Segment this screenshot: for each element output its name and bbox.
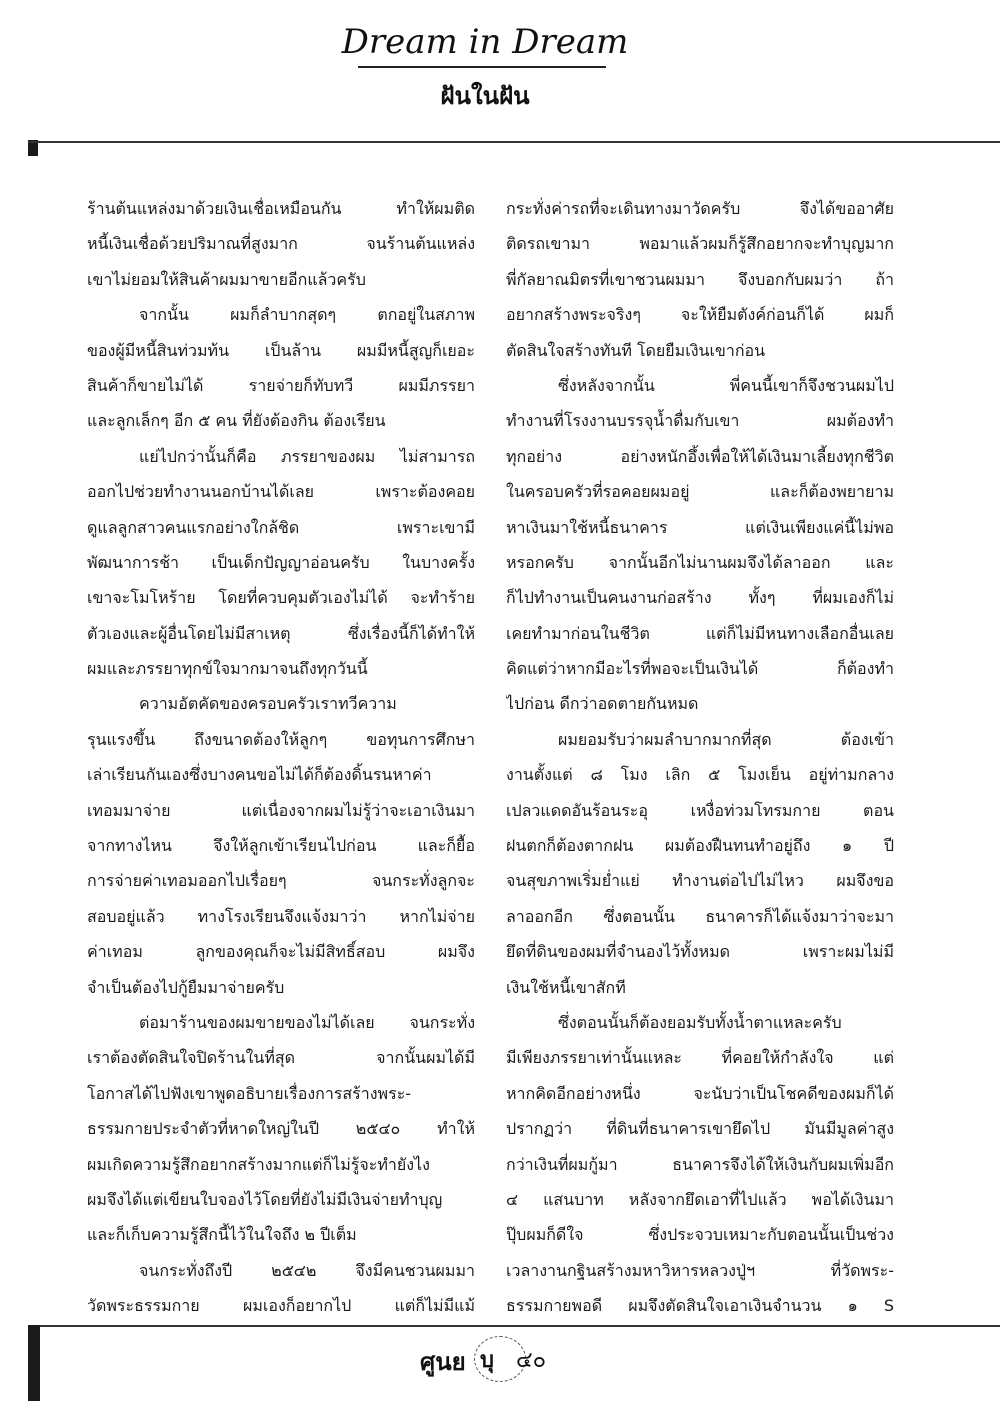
text-line: ติดรถเขามา พอมาแล้วผมก็รู้สึกอยากจะทำบุญมาก (506, 234, 894, 254)
text-line: ปุ๊บผมก็ดีใจ ซึ่งประจวบเหมาะกับตอนนั้นเป็นช่วง (506, 1225, 894, 1245)
text-line: และลูกเล็กๆ อีก ๕ คน ที่ยังต้องกิน ต้องเรียน (87, 411, 386, 431)
text-line: พี่กัลยาณมิตรที่เขาชวนผมมา จึงบอกกับผมว่า ถ้า (506, 269, 894, 289)
text-line: หนี้เงินเชื่อด้วยปริมาณที่สูงมาก จนร้านต้นแหล่ง (87, 234, 475, 254)
text-line: ค่าเทอม ลูกของคุณก็จะไม่มีสิทธิ์สอบ ผมจึง (87, 942, 475, 962)
text-line: ยึดที่ดินของผมที่จำนองไว้ทั้งหมด เพราะผมไม่มี (506, 942, 894, 962)
text-line: กว่าเงินที่ผมกู้มา ธนาคารจึงได้ให้เงินกับผมเพิ่มอีก (506, 1154, 894, 1174)
text-line: ปรากฏว่า ที่ดินที่ธนาคารเขายึดไป มันมีมูลค่าสูง (506, 1119, 894, 1139)
footer-logo-left: ศูนย (420, 1347, 466, 1376)
text-line: จนกระทั่งถึงปี ๒๕๔๒ จึงมีคนชวนผมมา (139, 1260, 475, 1280)
text-line: ทุกอย่าง อย่างหนักอึ้งเพื่อให้ได้เงินมาเลี้ยงทุกชีวิต (506, 446, 894, 466)
text-line: งานตั้งแต่ ๘ โมง เลิก ๕ โมงเย็น อยู่ท่ามกลาง (506, 765, 894, 785)
text-line: สอบอยู่แล้ว ทางโรงเรียนจึงแจ้งมาว่า หากไม่จ่าย (87, 906, 475, 926)
text-line: ฝนตกก็ต้องตากฝน ผมต้องฝืนทนทำอยู่ถึง ๑ ปี (506, 836, 894, 856)
text-line: จากนั้น ผมก็ลำบากสุดๆ ตกอยู่ในสภาพ (139, 305, 475, 325)
text-line: ต่อมาร้านของผมขายของไม่ได้เลย จนกระทั่ง (139, 1012, 475, 1032)
top-frame-rule (28, 141, 1000, 143)
text-line: และก็เก็บความรู้สึกนี้ไว้ในใจถึง ๒ ปีเต็ม (87, 1225, 357, 1245)
text-line: ธรรมกายพอดี ผมจึงตัดสินใจเอาเงินจำนวน ๑ S (506, 1296, 894, 1316)
text-line: วัดพระธรรมกาย ผมเองก็อยากไป แต่ก็ไม่มีแม้ (87, 1296, 475, 1316)
text-line: มีเพียงภรรยาเท่านั้นแหละ ที่คอยให้กำลังใจ แต่ (506, 1048, 894, 1068)
text-line: ๔ แสนบาท หลังจากยึดเอาที่ไปแล้ว พอได้เงินมา (506, 1189, 894, 1209)
text-line: จำเป็นต้องไปกู้ยืมมาจ่ายครับ (87, 977, 285, 997)
text-line: ทำงานที่โรงงานบรรจุน้ำดื่มกับเขา ผมต้องทำ (506, 411, 894, 431)
text-line: หรอกครับ จากนั้นอีกไม่นานผมจึงได้ลาออก และ (506, 552, 894, 572)
text-line: ผมเกิดความรู้สึกอยากสร้างมากแต่ก็ไม่รู้จะทำยังไง (87, 1154, 430, 1174)
text-line: ผมจึงได้แต่เขียนใบจองไว้โดยที่ยังไม่มีเงินจ่ายทำบุญ (87, 1189, 443, 1209)
bottom-frame-bar (28, 1325, 40, 1401)
page-footer (420, 1330, 580, 1390)
text-line: โอกาสได้ไปฟังเขาพูดอธิบายเรื่องการสร้างพระ- (87, 1083, 412, 1103)
text-line: เคยทำมาก่อนในชีวิต แต่ก็ไม่มีหนทางเลือกอื่นเลย (506, 623, 894, 643)
text-line: ลาออกอีก ซึ่งตอนนั้น ธนาคารก็ได้แจ้งมาว่าจะมา (506, 906, 894, 926)
left-text-column (87, 195, 475, 1328)
page-title-thai: ฝันในฝัน (440, 82, 530, 110)
text-line: เทอมมาจ่าย แต่เนื่องจากผมไม่รู้ว่าจะเอาเงินมา (87, 800, 475, 820)
text-line: ผมและภรรยาทุกข์ใจมากมาจนถึงทุกวันนี้ (87, 659, 368, 679)
text-line: ดูแลลูกสาวคนแรกอย่างใกล้ชิด เพราะเขามี (87, 517, 475, 537)
text-line: จนสุขภาพเริ่มย่ำแย่ ทำงานต่อไปไม่ไหว ผมจึงขอ (506, 871, 894, 891)
text-line: ความอัตคัดของครอบครัวเราทวีความ (139, 694, 397, 714)
text-line: เขาไม่ยอมให้สินค้าผมมาขายอีกแล้วครับ (87, 269, 366, 289)
text-line: ออกไปช่วยทำงานนอกบ้านได้เลย เพราะต้องคอย (87, 482, 475, 502)
text-line: การจ่ายค่าเทอมออกไปเรื่อยๆ จนกระทั่งลูกจะ (87, 871, 475, 891)
text-line: เล่าเรียนกันเองซึ่งบางคนขอไม่ได้ก็ต้องดิ้นรนหาค่า (87, 765, 432, 785)
text-line: แย่ไปกว่านั้นก็คือ ภรรยาของผม ไม่สามารถ (139, 446, 475, 466)
text-line: ซึ่งตอนนั้นก็ต้องยอมรับทั้งน้ำตาแหละครับ (558, 1012, 842, 1032)
text-line: ตัดสินใจสร้างทันที โดยยืมเงินเขาก่อน (506, 340, 766, 360)
bottom-frame-rule (28, 1325, 1000, 1327)
text-line: ผมยอมรับว่าผมลำบากมากที่สุด ต้องเข้า (558, 729, 894, 749)
text-line: เราต้องตัดสินใจปิดร้านในที่สุด จากนั้นผมได้มี (87, 1048, 475, 1068)
text-line: รุนแรงขึ้น ถึงขนาดต้องให้ลูกๆ ขอทุนการศึกษา (87, 729, 475, 749)
text-line: กระทั่งค่ารถที่จะเดินทางมาวัดครับ จึงได้ขออาศัย (506, 199, 894, 218)
title-underline (358, 66, 606, 68)
text-line: เปลวแดดอันร้อนระอุ เหงื่อท่วมโทรมกาย ตอน (506, 800, 894, 820)
text-line: ในครอบครัวที่รอคอยผมอยู่ และก็ต้องพยายาม (506, 482, 894, 502)
text-line: สินค้าก็ขายไม่ได้ รายจ่ายก็ทับทวี ผมมีภรรยา (87, 375, 475, 395)
right-text-column (506, 195, 894, 1328)
text-line: เวลางานกฐินสร้างมหาวิหารหลวงปู่ฯ ที่วัดพระ- (506, 1260, 894, 1280)
page-title-english: Dream in Dream (341, 22, 629, 62)
text-line: ตัวเองและผู้อื่นโดยไม่มีสาเหตุ ซึ่งเรื่องนี้ก็ได้ทำให้ (87, 623, 475, 643)
text-line: ไปก่อน ดีกว่าอดตายกันหมด (506, 694, 699, 714)
page-number: ๔๐ (516, 1348, 547, 1373)
text-line: ของผู้มีหนี้สินท่วมท้น เป็นล้าน ผมมีหนี้สูญก็เยอะ (87, 340, 475, 360)
text-line: ก็ไปทำงานเป็นคนงานก่อสร้าง ทั้งๆ ที่ผมเองก็ไม่ (506, 588, 894, 608)
text-line: พัฒนาการช้า เป็นเด็กปัญญาอ่อนครับ ในบางครั้ง (87, 552, 475, 572)
footer-logo-right: บุ (480, 1347, 494, 1373)
text-line: คิดแต่ว่าหากมีอะไรที่พอจะเป็นเงินได้ ก็ต้องทำ (506, 659, 894, 679)
text-line: ธรรมกายประจำตัวที่หาดใหญ่ในปี ๒๕๔๐ ทำให้ (87, 1119, 475, 1139)
text-line: ร้านต้นแหล่งมาด้วยเงินเชื่อเหมือนกัน ทำให้ผมติด (87, 199, 475, 218)
text-line: จากทางไหน จึงให้ลูกเข้าเรียนไปก่อน และก็ยื้อ (87, 836, 475, 856)
text-line: เงินใช้หนี้เขาสักที (506, 977, 626, 997)
text-line: หากคิดอีกอย่างหนึ่ง จะนับว่าเป็นโชคดีของผมก็ได้ (506, 1083, 894, 1103)
text-line: หาเงินมาใช้หนี้ธนาคาร แต่เงินเพียงแค่นี้ไม่พอ (506, 517, 894, 537)
text-line: เขาจะโมโหร้าย โดยที่ควบคุมตัวเองไม่ได้ จะทำร้าย (87, 588, 475, 608)
text-line: ซึ่งหลังจากนั้น พี่คนนี้เขาก็จึงชวนผมไป (558, 375, 894, 395)
text-line: อยากสร้างพระจริงๆ จะให้ยืมตังค์ก่อนก็ได้ ผมก็ (506, 305, 894, 325)
